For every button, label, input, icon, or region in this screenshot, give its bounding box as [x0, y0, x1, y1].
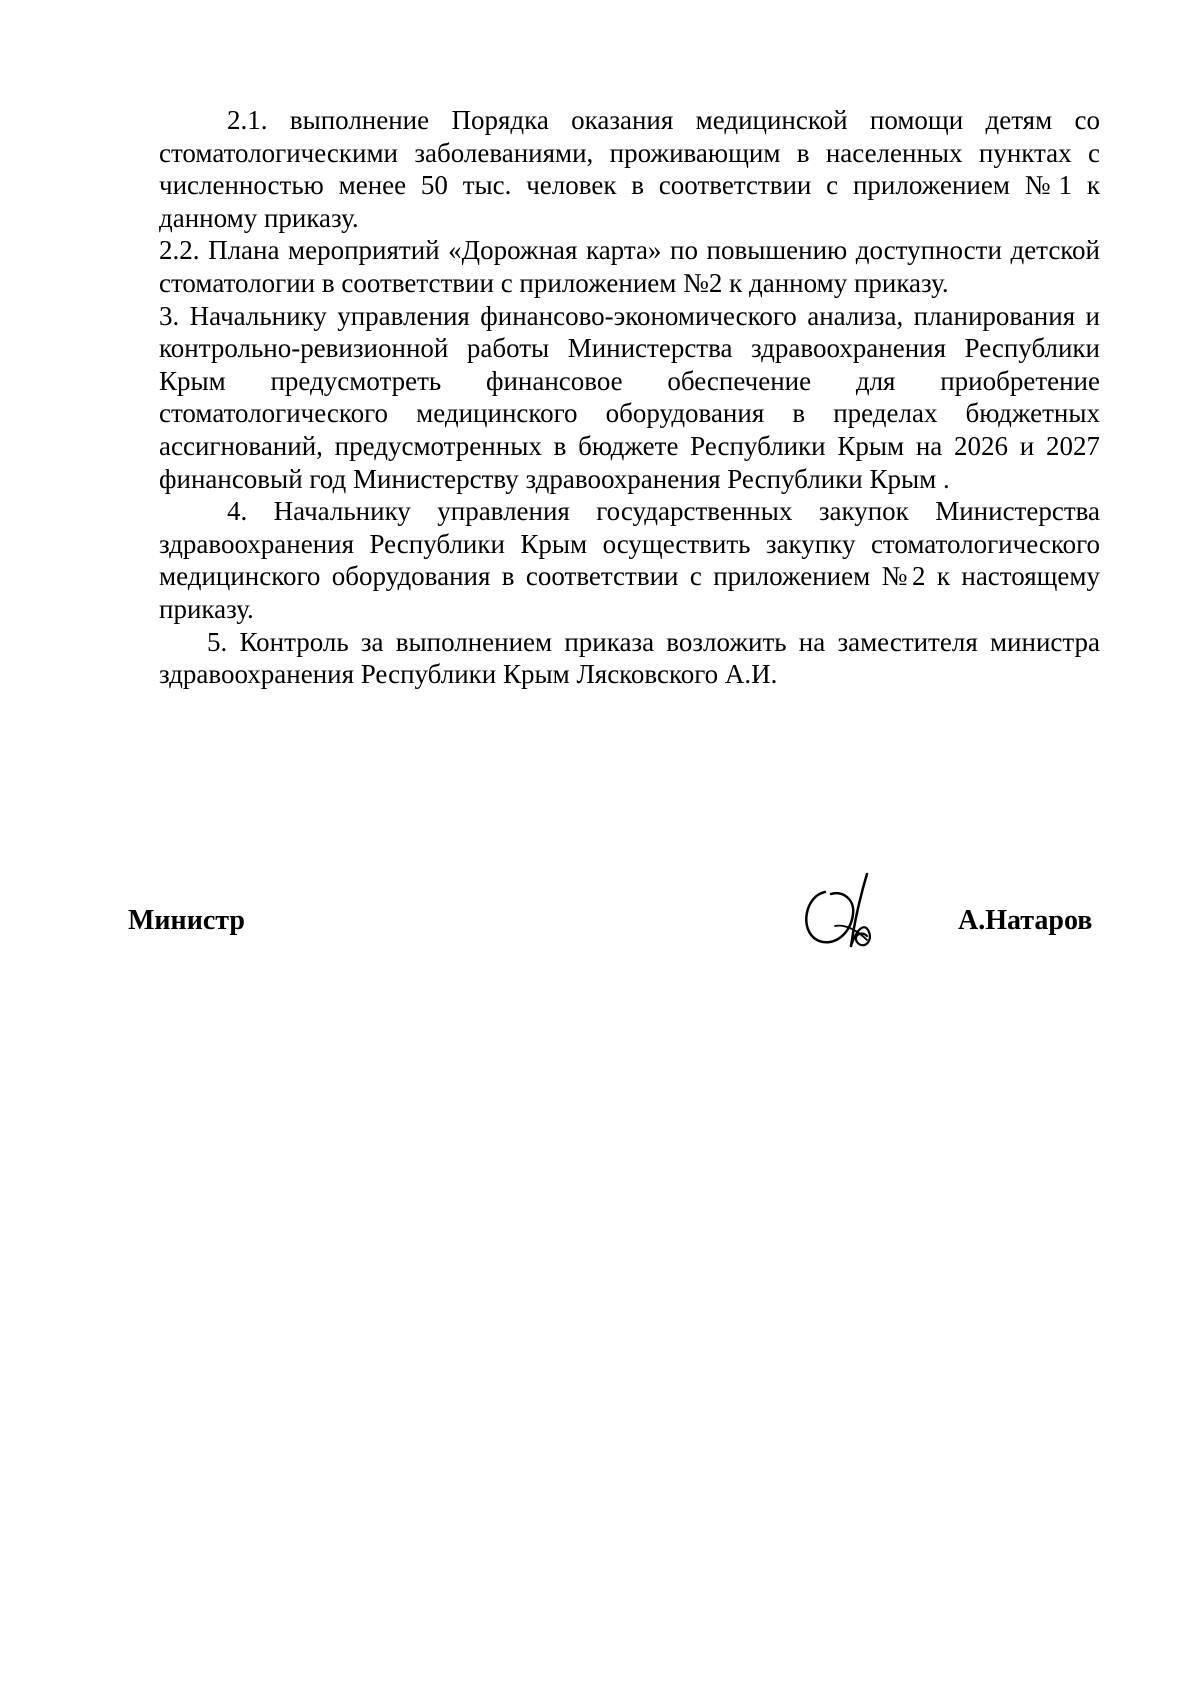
paragraph-2-1: 2.1. выполнение Порядка оказания медицинской помощи детям со стоматологическими заболеваниями, проживающим в населенных пунктах с численностью менее 50 тыс. человек в соответствии с приложением №1 к данному приказу. — [159, 105, 1100, 233]
paragraph-3: 3. Начальнику управления финансово-экономического анализа, планирования и контрольно-ревизионной работы Министерства здравоохранения Республики Крым предусмотреть финансовое обеспечение для приобретение стоматологического медицинского оборудования в пределах бюджетных ассигнований, предусмотренных в бюджете Республики Крым на 2026 и 2027 финансовый год Министерству здравоохранения Республики Крым . — [159, 300, 1100, 494]
signature-block — [0, 870, 1200, 970]
signatory-name: А.Натаров — [958, 905, 1093, 936]
paragraph-2-2: 2.2. Плана мероприятий «Дорожная карта» по повышению доступности детской стоматологии в соответствии с приложением №2 к данному приказу. — [159, 235, 1100, 298]
paragraph-5: 5. Контроль за выполнением приказа возложить на заместителя министра здравоохранения Республики Крым Лясковского А.И. — [159, 626, 1100, 690]
document-body — [159, 104, 1100, 691]
signatory-title: Министр — [128, 905, 245, 936]
handwritten-signature-icon — [795, 870, 895, 960]
paragraph-4: 4. Начальнику управления государственных закупок Министерства здравоохранения Республики Крым осуществить закупку стоматологического медицинского оборудования в соответствии с приложением №2 к настоящему приказу. — [159, 496, 1100, 624]
